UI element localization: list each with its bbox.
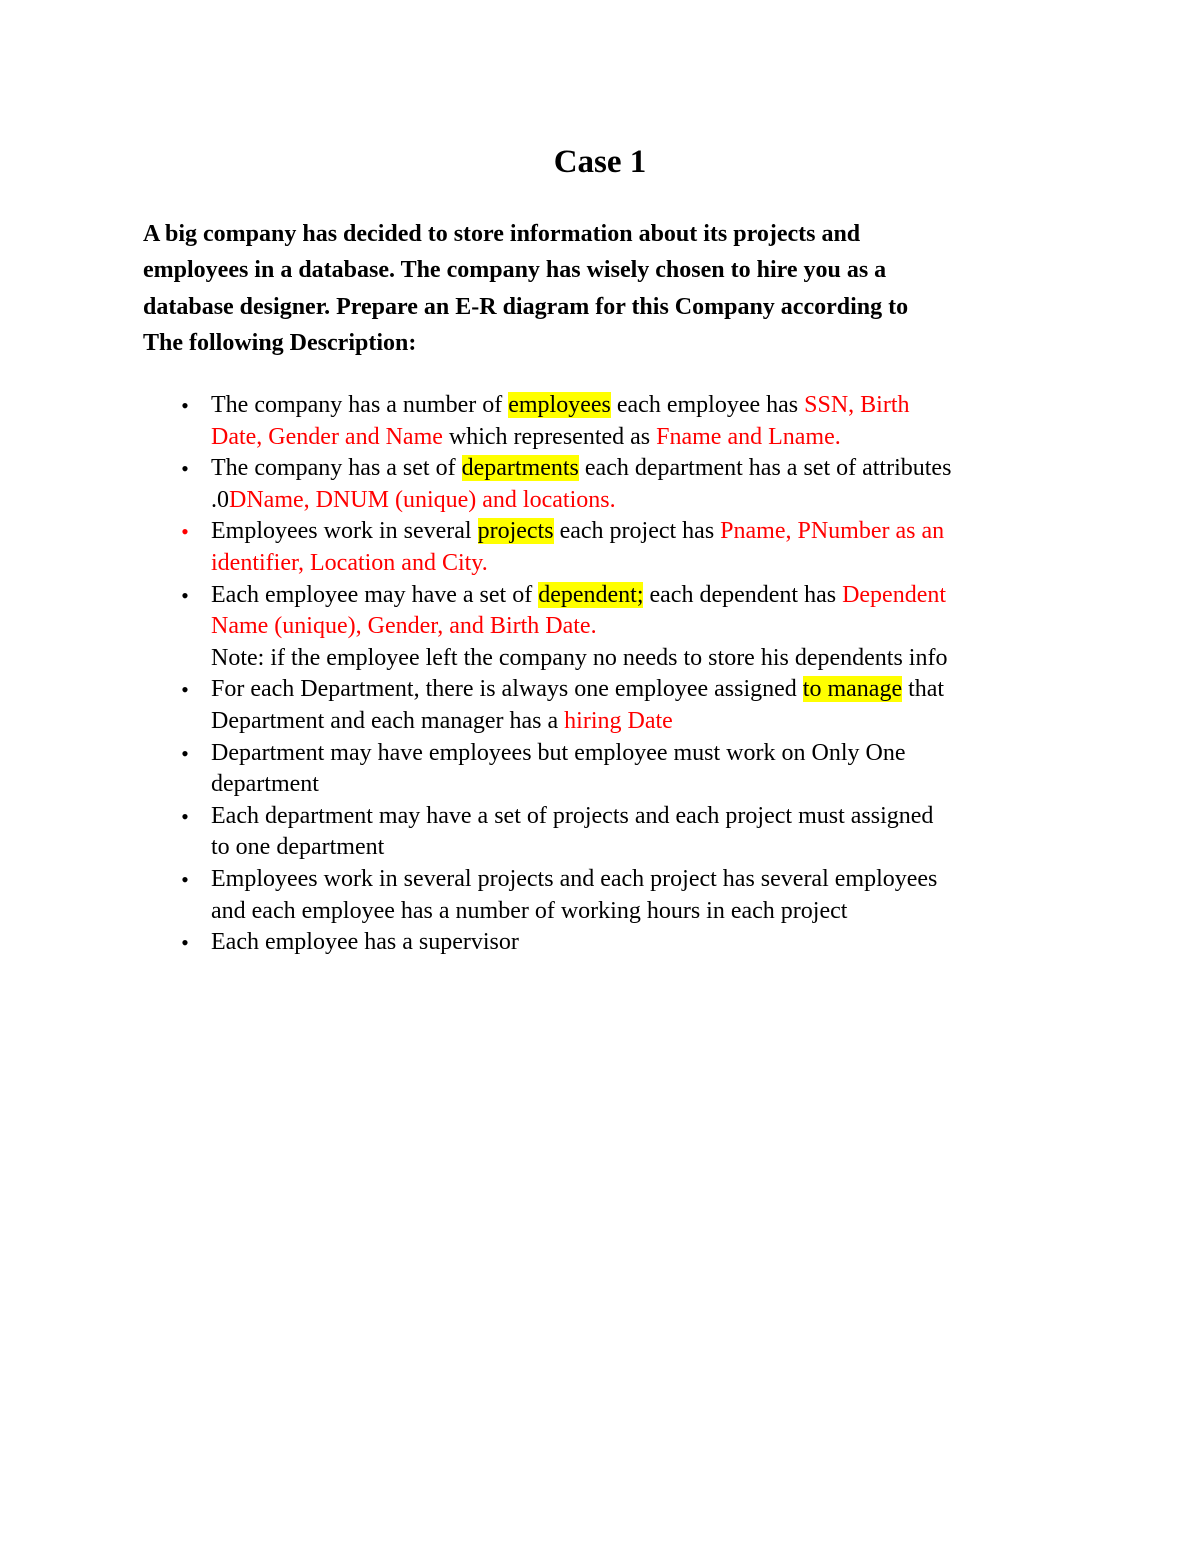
intro-line: employees in a database. The company has wisely chosen to hire you as a: [143, 257, 887, 284]
requirements-list: [181, 390, 1091, 959]
attribute-text: Pname, PNumber as an: [720, 518, 945, 545]
bullet-icon: •: [181, 582, 189, 608]
bullet-icon: •: [181, 803, 189, 829]
highlighted-term: projects: [477, 518, 554, 545]
highlighted-term: employees: [508, 392, 611, 418]
item-text: each project has: [553, 518, 721, 545]
item-text: .0: [211, 486, 229, 513]
item-text: each employee has: [610, 392, 805, 418]
item-text: The company has a set of: [211, 455, 462, 482]
bullet-icon: •: [181, 393, 189, 418]
item-text: each department has a set of attributes: [578, 455, 952, 482]
item-line: Each department may have a set of projects and each project must assigned: [211, 802, 934, 829]
list-item: [181, 801, 1091, 864]
intro-line: database designer. Prepare an E-R diagram for this Company according to: [143, 293, 909, 320]
bullet-icon: •: [181, 930, 189, 956]
intro-line: A big company has decided to store information about its projects and: [143, 221, 861, 247]
list-item: [181, 390, 1091, 453]
list-item: [181, 516, 1091, 579]
item-line: Employees work in several projects and each project has several employees: [211, 865, 938, 892]
bullet-icon: •: [181, 740, 189, 766]
attribute-text: SSN, Birth: [804, 392, 910, 418]
intro-paragraph: [143, 216, 1063, 361]
bullet-icon: •: [181, 519, 189, 545]
item-line: [211, 390, 1091, 422]
highlighted-term: departments: [461, 455, 579, 482]
item-line: Department may have employees but employee must work on Only One: [211, 739, 906, 766]
attribute-text: Date, Gender and Name: [211, 423, 443, 450]
item-line: and each employee has a number of working hours in each project: [211, 897, 848, 924]
item-text: The company has a number of: [211, 392, 509, 418]
item-line: [211, 453, 1091, 485]
item-line: [211, 516, 1091, 548]
item-line: Each employee has a supervisor: [211, 929, 519, 956]
item-line: to one department: [211, 834, 385, 861]
item-text: Employees work in several: [211, 518, 478, 545]
attribute-text: Dependent: [842, 581, 947, 608]
attribute-text: Name (unique), Gender, and Birth Date.: [211, 613, 597, 640]
item-text: that: [902, 676, 945, 703]
item-line: [211, 485, 1091, 517]
item-text: For each Department, there is always one employee assigned: [211, 676, 803, 703]
item-line: [211, 548, 1091, 580]
bullet-icon: •: [181, 866, 189, 892]
list-item: [181, 580, 1091, 675]
item-line: [211, 674, 1091, 706]
bullet-icon: •: [181, 456, 189, 482]
list-item: [181, 453, 1091, 516]
item-line: [211, 422, 1091, 454]
attribute-text: DName, DNUM (unique) and locations.: [229, 486, 616, 513]
highlighted-term: dependent;: [538, 581, 644, 608]
list-item: [181, 927, 1091, 959]
item-line: [211, 580, 1091, 612]
attribute-text: hiring Date: [564, 707, 673, 734]
document-title: Case 1: [553, 144, 647, 180]
list-item: [181, 674, 1091, 737]
item-line: department: [211, 771, 319, 798]
list-item: [181, 738, 1091, 801]
intro-line: The following Description:: [143, 329, 417, 356]
item-line: [211, 706, 1091, 738]
attribute-text: Fname and Lname.: [656, 423, 841, 450]
item-line: [211, 611, 1091, 643]
item-text: Each employee may have a set of: [211, 581, 539, 608]
list-item: [181, 864, 1091, 927]
item-text: Department and each manager has a: [211, 707, 565, 734]
item-text: which represented as: [442, 423, 657, 450]
item-text: each dependent has: [643, 581, 843, 608]
highlighted-term: to manage: [802, 676, 903, 703]
attribute-text: identifier, Location and City.: [211, 549, 488, 576]
item-note: Note: if the employee left the company no needs to store his dependents info: [211, 644, 948, 671]
bullet-icon: •: [181, 677, 189, 703]
